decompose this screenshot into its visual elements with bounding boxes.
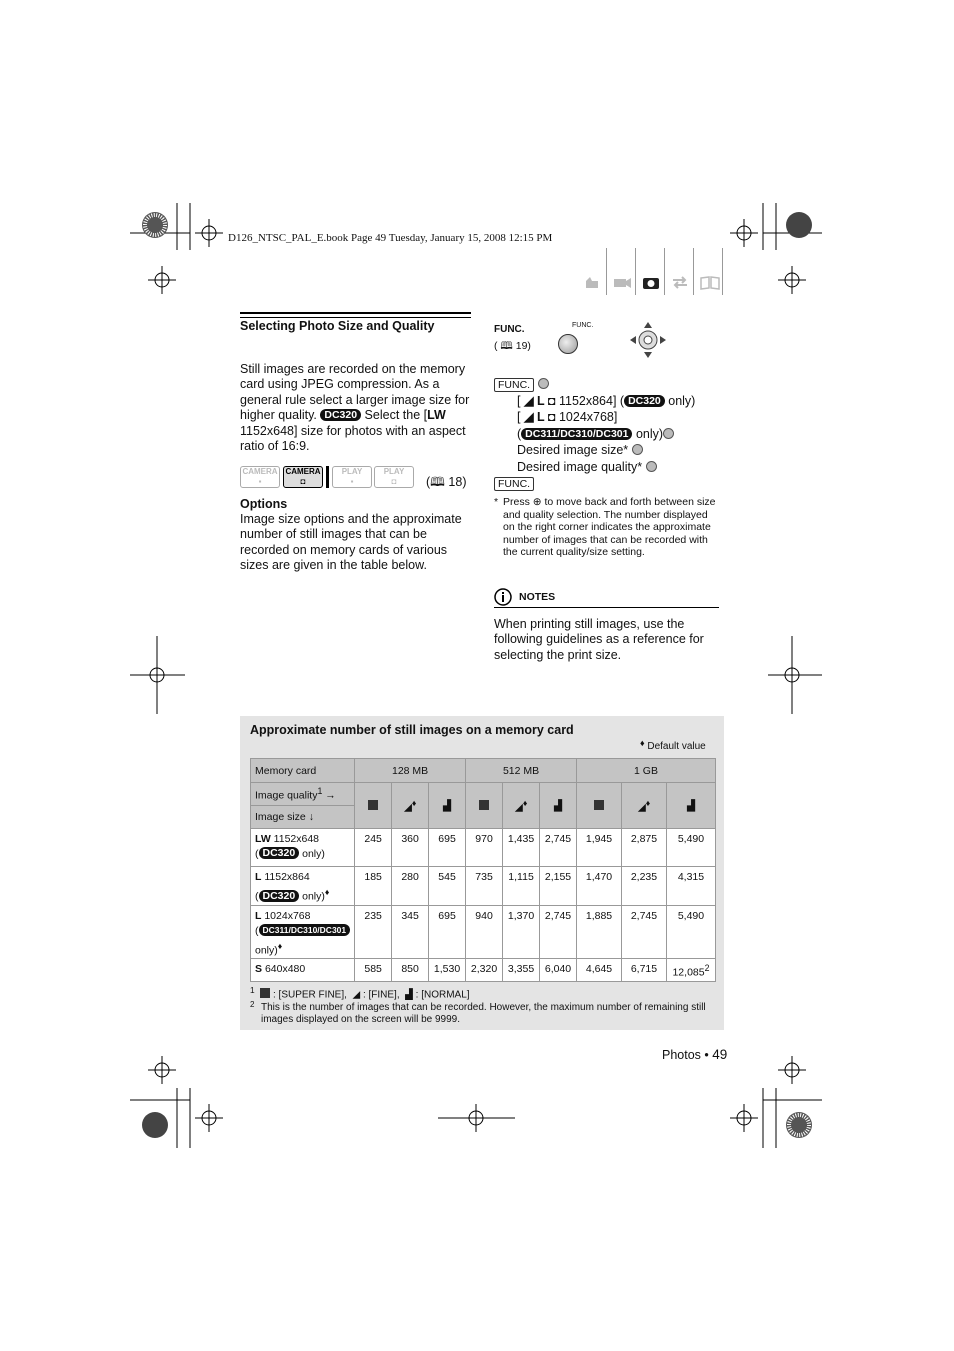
cell: 1,945 [577,829,622,867]
cell: 1,115 [503,867,540,906]
cell: 1,470 [577,867,622,906]
step-footnote [494,496,722,559]
cell: 360 [392,829,429,867]
normal-icon: ▟ [666,783,715,829]
step-size-1: 1152x864] ( [558,393,625,408]
cell: 2,235 [621,867,666,906]
tab-camera-movie-icon [609,248,635,295]
cell: 545 [429,867,466,906]
cell: 245 [355,829,392,867]
image-size-header: Image size ↓ [251,806,355,829]
book-icon: 🕮 [500,340,513,352]
card-header: 512 MB [466,759,577,783]
table-row [251,867,716,906]
card-header: 1 GB [577,759,716,783]
cell: 4,645 [577,959,622,982]
l-photo-icon: ◢ L ◘ [523,393,556,408]
cell: 585 [355,959,392,982]
table-row [251,959,716,982]
tab-transfer-icon [667,248,693,295]
cell: 2,745 [540,829,577,867]
notes-title: NOTES [519,591,556,603]
folio-bullet: • [704,1048,709,1062]
func-button-icon [558,334,578,354]
mode-camera-movie: CAMERA ▪ [240,466,280,488]
super-fine-icon [577,783,622,829]
row-label: L 1152x864 ( DC320 only)♦ [251,867,355,906]
step-size-2-end: only) [632,426,664,441]
default-value-note: ♦ Default value [640,738,706,752]
cell: 235 [355,905,392,959]
step-size-2: 1024x768] [558,410,618,424]
cell: 970 [466,829,503,867]
joystick-icon [628,320,668,360]
footnote-press: Press [503,496,530,508]
cell: 185 [355,867,392,906]
section-title-rule [240,312,471,318]
chapter-tabs [580,248,723,295]
notes-heading [494,588,719,608]
card-header: 128 MB [355,759,466,783]
book-icon: 🕮 [430,475,445,489]
notes-text: When printing still images, use the following guidelines as a reference for selecting the print size. [494,617,704,662]
func-box: FUNC. [494,477,534,491]
func-label: FUNC. [494,324,525,335]
cell: 695 [429,905,466,959]
joystick-icon: ⊕ [532,496,542,508]
model-badge: DC320 [624,395,665,407]
fine-icon: ◢♦ [621,783,666,829]
table-footnotes [250,984,720,1027]
cell: 735 [466,867,503,906]
intro-text: Still images are recorded on the memory card using JPEG compression. As a general rule select a larger image size for higher quality. [240,362,470,423]
cell: 2,745 [621,905,666,959]
fine-icon: ◢ [352,989,361,1001]
mode-page-ref: (🕮 18) [426,475,467,489]
cell: 1,530 [429,959,466,982]
footnote-star: * [494,496,499,508]
cell: 3,355 [503,959,540,982]
steps: FUNC. [ ◢ L ◘ 1152x864] ( DC320 only) [ ◢ L ◘ 1024x768] ( DC311/DC310/DC301 only) Desired image size* Desired image quality* FUNC. [494,376,726,492]
info-icon [494,588,512,606]
lw-symbol: LW [427,408,446,423]
model-badge: DC320 [320,409,361,421]
cell: 6,040 [540,959,577,982]
cell: 280 [392,867,429,906]
mode-play-photo: PLAY ◘ [374,466,414,488]
folio-section: Photos [662,1048,701,1062]
tab-book-icon [696,248,722,295]
table-footnote-2: 2 This is the number of images that can be recorded. However, the maximum number of remaining still images displayed on the screen will be 9999. [250,999,706,1026]
step-image-size: Desired image size* [517,443,629,457]
section-title: Selecting Photo Size and Quality [240,319,435,333]
cell: 1,435 [503,829,540,867]
cell: 850 [392,959,429,982]
normal-icon: ▟ [429,783,466,829]
cell: 2,155 [540,867,577,906]
cell: 6,715 [621,959,666,982]
tab-camera-photo-icon [638,248,664,295]
table-title: Approximate number of still images on a memory card [250,723,574,737]
page-number: 49 [712,1047,728,1062]
super-fine-icon [466,783,503,829]
row-label: LW 1152x648 ( DC320 only) [251,829,355,867]
cell: 1,885 [577,905,622,959]
table-footnote-1: $^1$ : [SUPER FINE], ◢ : [FINE], ▟ : [NORMAL] [250,985,470,1001]
options-heading: Options [240,497,288,511]
cell: 4,315 [666,867,715,906]
cell: 2,320 [466,959,503,982]
options-text: Image size options and the approximate number of still images that can be recorded on memory cards of various sizes are given in the table below. [240,512,462,573]
image-quality-header: Image quality$^1$ → [251,783,355,806]
footnote-text: to move back and forth between size and quality selection. The number displayed on the right corner indicates the approximate number of images that can be recorded with the current quality/size setting. [503,496,716,559]
super-fine-icon [355,783,392,829]
still-images-table [250,758,716,982]
cell: 5,490 [666,905,715,959]
print-header-line: D126_NTSC_PAL_E.book Page 49 Tuesday, January 15, 2008 12:15 PM [228,232,553,244]
cell: 695 [429,829,466,867]
operating-modes [240,466,472,488]
cell: 345 [392,905,429,959]
cell: 2,745 [540,905,577,959]
intro-paragraph [240,362,472,454]
intro-text-3: 1152x648] size for photos with an aspect ratio of 16:9. [240,423,466,454]
memory-card-header: Memory card [251,759,355,783]
row-label: L 1024x768 ( DC311/DC310/DC301 only)♦ [251,905,355,959]
joystick-press-icon [632,444,643,455]
func-page-ref: ( 🕮 19) [494,340,531,352]
page-folio [662,1047,727,1062]
model-badge: DC311/DC310/DC301 [521,428,632,440]
normal-icon: ▟ [405,989,413,1001]
step-size-1-end: only) [664,393,696,408]
fine-icon: ◢♦ [503,783,540,829]
intro-text-2: Select the [ [361,408,428,423]
normal-icon: ▟ [540,783,577,829]
l-photo-icon: ◢ L ◘ [523,410,556,424]
table-row [251,905,716,959]
cell: 12,085$^2$ [666,959,715,982]
tab-hand-icon [580,248,606,295]
step-image-quality: Desired image quality* [517,459,643,474]
cell: 2,875 [621,829,666,867]
super-fine-icon [260,988,270,998]
joystick-press-icon [646,461,657,472]
cell: 5,490 [666,829,715,867]
joystick-press-icon [538,378,549,389]
cell: 1,370 [503,905,540,959]
mode-camera-photo: CAMERA ◘ [283,466,323,488]
joystick-press-icon [663,428,674,439]
table-row [251,829,716,867]
func-small-label: FUNC. [572,322,594,329]
func-box: FUNC. [494,378,534,392]
mode-play-movie: PLAY ▪ [332,466,372,488]
row-label: S 640x480 [251,959,355,982]
cell: 940 [466,905,503,959]
fine-icon: ◢♦ [392,783,429,829]
